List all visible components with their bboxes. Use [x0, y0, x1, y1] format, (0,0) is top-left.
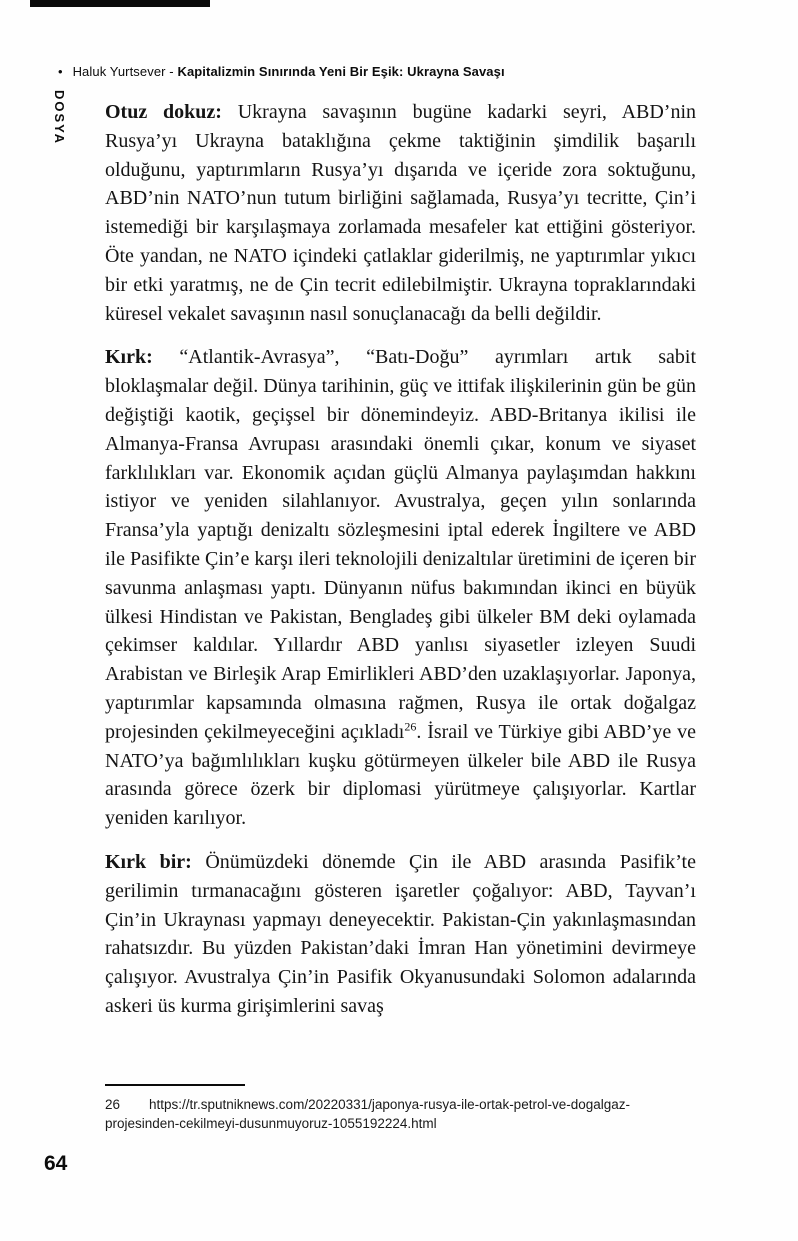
- header-bullet-icon: •: [58, 64, 63, 79]
- footnote-reference: 26: [404, 719, 417, 734]
- body-text: [105, 98, 696, 1021]
- header-book-title: Kapitalizmin Sınırında Yeni Bir Eşik: Ukrayna Savaşı: [177, 64, 505, 79]
- paragraph-text: . İsrail ve Türkiye gibi ABD’ye ve NATO’ya bağımlılıkları kuşku götürmeyen ülkeler bile ABD ile Rusya arasında görece özerk bir diplomasi yürütmeye çalışıyorlar. Kartlar yeniden karılıyor.: [105, 720, 697, 830]
- footnote-url: https://tr.sputniknews.com/20220331/japonya-rusya-ile-ortak-petrol-ve-dogalgaz-projesinden-cekilmeyi-dusunmuyoruz-1055192224.html: [105, 1097, 630, 1131]
- sidebar-section-tag: [52, 90, 70, 174]
- footnote-separator-rule: [105, 1084, 245, 1086]
- paragraph-text: Önümüzdeki dönemde Çin ile ABD arasında Pasifik’te gerilimin tırmanacağını gösteren işaretler çoğalıyor: ABD, Tayvan’ı Çin’in Ukraynası yapmayı deneyecektir. Pakistan-Çin yakınlaşmasından rahatsızdır. Bu yüzden Pakistan’daki İmran Han yönetimini devirmeye çalışıyor. Avustralya Çin’in Pasifik Okyanusundaki Solomon adalarında askeri üs kurma girişimlerini savaş: [105, 850, 696, 1017]
- top-crop-mark: [30, 0, 210, 7]
- paragraph-otuz-dokuz: [105, 98, 696, 328]
- paragraph-lead: Kırk:: [105, 346, 153, 369]
- footnote: [105, 1084, 696, 1133]
- paragraph-lead: Otuz dokuz:: [105, 101, 222, 123]
- footnote-number: 26: [105, 1097, 121, 1112]
- paragraph-kirk-bir: [105, 848, 696, 1021]
- paragraph-text: Ukrayna savaşının bugüne kadarki seyri, ABD’nin Rusya’yı Ukrayna bataklığına çekme taktiğinin şimdilik başarılı olduğunu, yaptırımların Rusya’yı dışarıda ve içeride zora soktuğunu, ABD’nin NATO’nun tutum birliğini sağlamada, Rusya’yı tecritte, Çin’i istemediği bir karşılaşmaya zorlamada mesafeler kat ettiğini gösteriyor. Öte yandan, ne NATO içindeki çatlaklar giderilmiş, ne yaptırımlar yıkıcı bir etki yaratmış, ne de Çin tecrit edilebilmiştir. Ukrayna topraklarındaki küresel vekalet savaşının nasıl sonuçlanacağı da belli değildir.: [105, 101, 697, 325]
- dosya-label: DOSYA: [52, 90, 67, 146]
- page-number: 64: [44, 1152, 68, 1175]
- header-author: Haluk Yurtsever -: [72, 64, 178, 79]
- footnote-line: [105, 1095, 696, 1133]
- running-header: [58, 64, 738, 80]
- paragraph-lead: Kırk bir:: [105, 850, 192, 873]
- paragraph-text: “Atlantik-Avrasya”, “Batı-Doğu” ayrımları artık sabit bloklaşmalar değil. Dünya tarihinin, güç ve ittifak ilişkilerinin gün be gün değiştiği kaotik, geçişsel bir dönemindeyiz. ABD-Britanya ikilisi ile Almanya-Fransa Avrupası arasındaki önemli çıkar, konum ve siyaset farklılıkları var. Ekonomik açıdan güçlü Almanya paylaşımdan hakkını istiyor ve yeniden silahlanıyor. Avustralya, geçen yılın sonlarında Fransa’yla yaptığı denizaltı sözleşmesini iptal ederek İngiltere ve ABD ile Pasifikte Çin’e karşı ileri teknolojili denizaltılar üretimini de içeren bir savunma anlaşması yaptı. Dünyanın nüfus bakımından ikinci en büyük ülkesi Hindistan ve Pakistan, Bengladeş gibi ülkeler BM deki oylamada çekimser kaldılar. Yıllardır ABD yanlısı siyasetler izleyen Suudi Arabistan ve Birleşik Arap Emirlikleri ABD’den uzaklaşıyorlar. Japonya, yaptırımlar kapsamında olmasına rağmen, Rusya ile ortak doğalgaz projesinden çekilmeyeceğini açıkladı: [105, 346, 697, 743]
- paragraph-kirk: [105, 343, 696, 833]
